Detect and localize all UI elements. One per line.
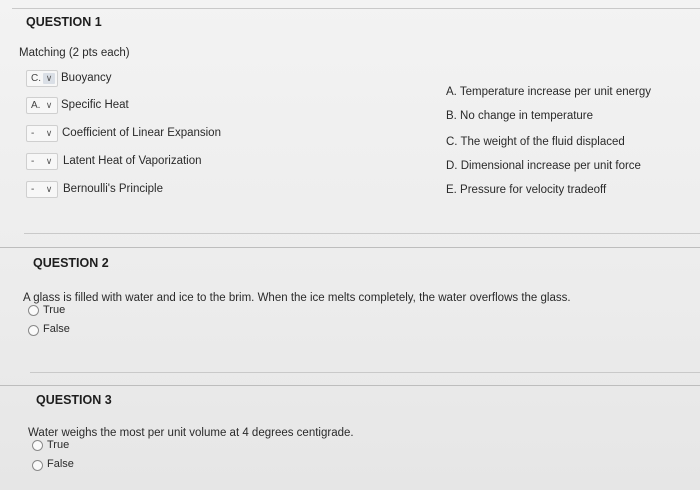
question-2-prompt: A glass is filled with water and ice to the brim. When the ice melts completely, the water overflows the glass.	[23, 292, 571, 304]
answer-choice-a: A. Temperature increase per unit energy	[446, 86, 651, 98]
match-label-bernoulli: Bernoulli's Principle	[63, 183, 163, 195]
q2-radio-true[interactable]	[28, 305, 39, 316]
chevron-down-icon: ∨	[45, 156, 53, 166]
question-3-header: QUESTION 3	[36, 393, 112, 407]
chevron-down-icon: ∨	[45, 128, 53, 138]
divider	[30, 372, 700, 373]
match-select-linear-expansion[interactable]	[26, 125, 58, 142]
match-select-specific-heat[interactable]	[26, 97, 58, 114]
match-select-value: A.	[31, 100, 41, 111]
match-select-bernoulli[interactable]	[26, 181, 58, 198]
answer-choice-d: D. Dimensional increase per unit force	[446, 160, 641, 172]
q3-radio-false[interactable]	[32, 460, 43, 471]
question-1-header: QUESTION 1	[26, 15, 102, 29]
question-2-header: QUESTION 2	[33, 256, 109, 270]
question-1-instruction: Matching (2 pts each)	[19, 47, 130, 59]
q3-option-true-label: True	[47, 439, 70, 451]
q3-option-false-label: False	[47, 458, 74, 470]
match-select-buoyancy[interactable]	[26, 70, 58, 87]
q2-radio-false[interactable]	[28, 325, 39, 336]
answer-choice-b: B. No change in temperature	[446, 110, 594, 122]
divider	[24, 233, 700, 234]
answer-choice-c: C. The weight of the fluid displaced	[446, 136, 625, 148]
match-label-latent-heat: Latent Heat of Vaporization	[63, 155, 202, 167]
answer-choice-e: E. Pressure for velocity tradeoff	[446, 184, 607, 196]
match-label-specific-heat: Specific Heat	[61, 99, 129, 111]
q2-option-true-label: True	[43, 304, 66, 316]
q2-option-false-label: False	[43, 323, 70, 335]
q3-radio-true[interactable]	[32, 440, 43, 451]
chevron-down-icon: ∨	[45, 100, 53, 110]
question-3-prompt: Water weighs the most per unit volume at 4 degrees centigrade.	[28, 427, 354, 439]
match-label-buoyancy: Buoyancy	[61, 72, 112, 84]
top-divider	[12, 8, 700, 9]
match-select-value: -	[31, 184, 35, 195]
chevron-down-icon: ∨	[45, 184, 53, 194]
divider	[0, 385, 700, 386]
match-select-latent-heat[interactable]	[26, 153, 58, 170]
match-select-value: C.	[31, 73, 41, 84]
divider	[0, 247, 700, 248]
match-label-linear-expansion: Coefficient of Linear Expansion	[62, 127, 221, 139]
match-select-value: -	[31, 156, 35, 167]
match-select-value: -	[31, 128, 35, 139]
chevron-down-icon: ∨	[43, 73, 55, 84]
